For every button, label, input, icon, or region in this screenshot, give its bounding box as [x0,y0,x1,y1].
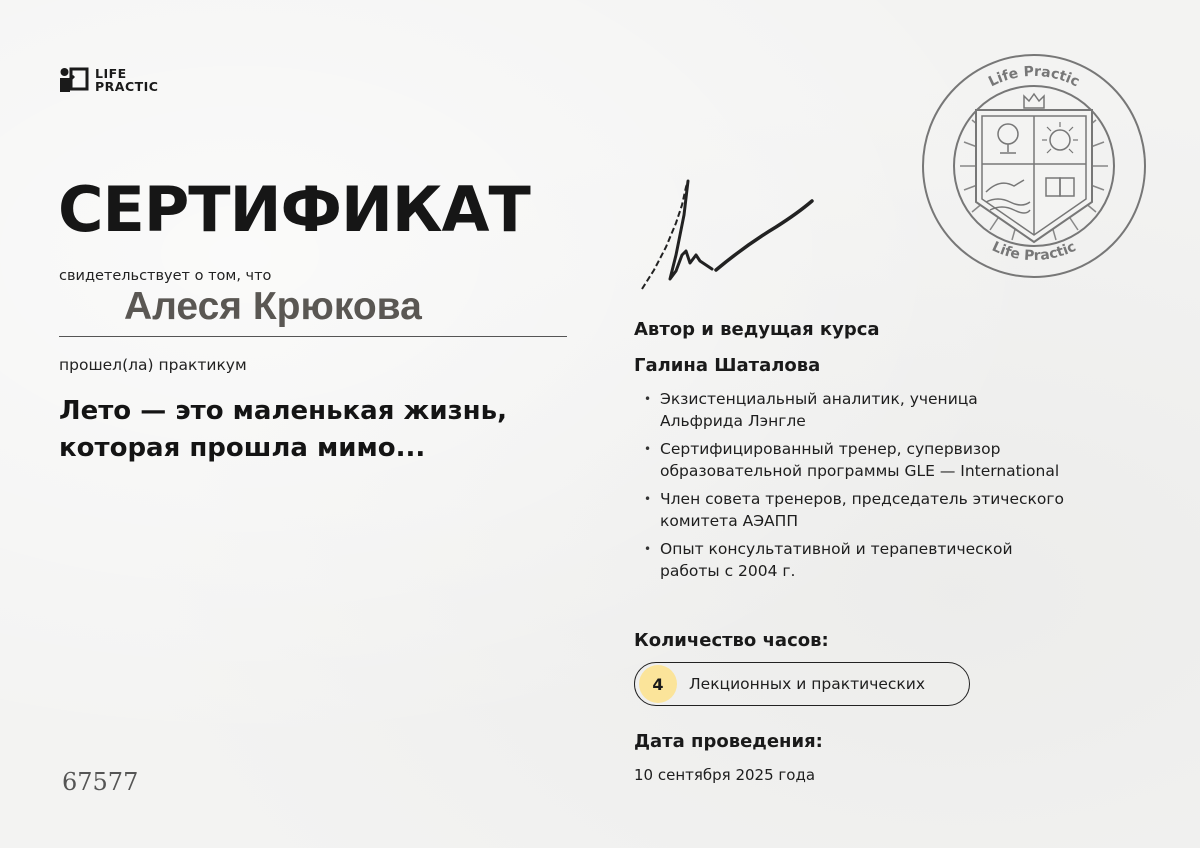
svg-text:Life Practic: Life Practic [989,238,1079,265]
logo-line-1: LIFE [95,66,127,81]
name-underline [59,336,567,337]
attest-text: свидетельствует о том, что [59,268,272,284]
author-heading: Автор и ведущая курса [634,319,880,340]
course-title: Лето — это маленькая жизнь, которая прошла мимо... [59,396,507,463]
hours-pill [634,662,970,706]
teacher-board-icon [59,67,89,93]
signature-icon [636,175,826,295]
crest-seal-icon [920,52,1148,280]
certificate-title: СЕРТИФИКАТ [58,173,530,246]
logo-line-2: PRACTIC [95,79,159,94]
credential-item: • Экзистенциальный аналитик, ученица Альфрида Лэнгле [634,388,1064,432]
credentials-list [634,388,1064,582]
brand-logo [59,67,159,93]
hours-count-badge: 4 [639,665,677,703]
hours-label: Лекционных и практических [689,675,926,693]
date-value: 10 сентября 2025 года [634,766,816,784]
hours-heading: Количество часов: [634,630,829,651]
credential-item: • Член совета тренеров, председатель этического комитета АЭАПП [634,488,1064,532]
author-name: Галина Шаталова [634,355,821,376]
completed-text: прошел(ла) практикум [59,356,247,374]
date-heading: Дата проведения: [634,731,823,752]
serial-number: 67577 [62,768,139,796]
credential-item: • Сертифицированный тренер, супервизор образовательной программы GLE — International [634,438,1064,482]
author-section [634,318,1064,588]
svg-text:Life Practic: Life Practic [986,63,1082,91]
credential-item: • Опыт консультативной и терапевтической работы с 2004 г. [634,538,1064,582]
recipient-name: Алеся Крюкова [124,285,422,328]
